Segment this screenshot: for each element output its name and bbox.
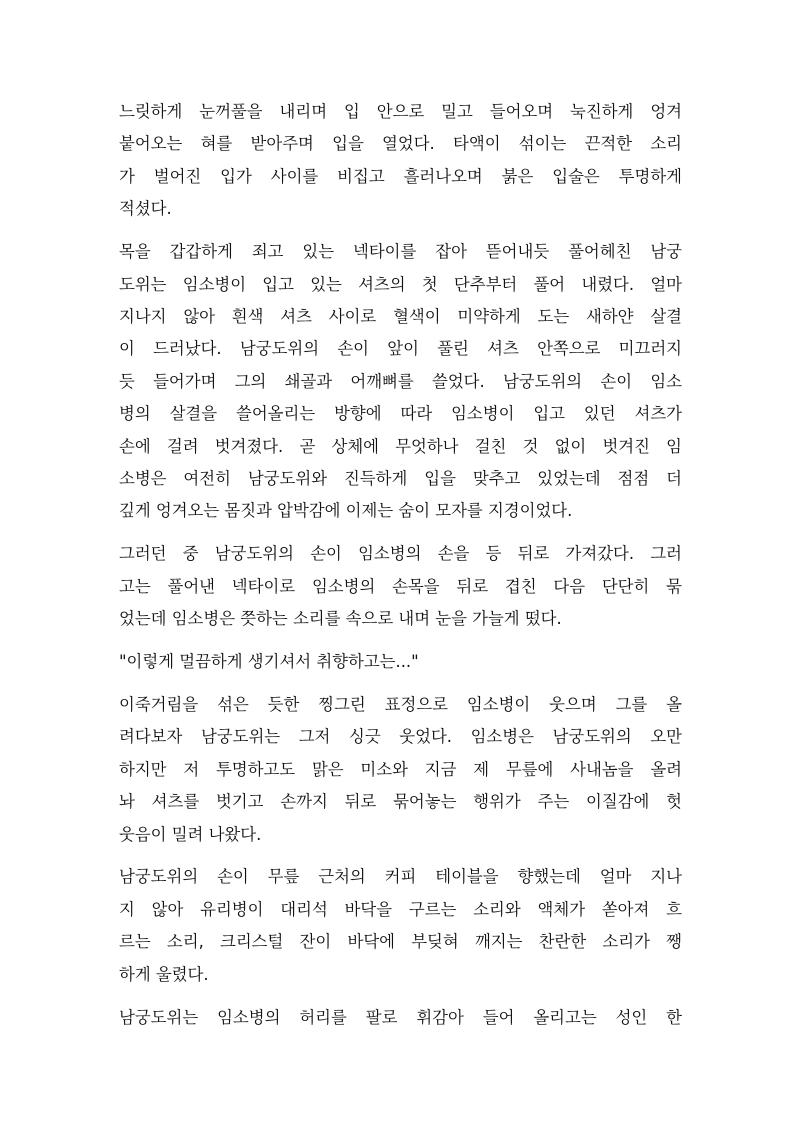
text-line: 르는 소리, 크리스털 잔이 바닥에 부딪혀 깨지는 찬란한 소리가 쨍 <box>119 932 682 952</box>
text-line: 손에 걸려 벗겨졌다. 곧 상체에 무엇하나 걸친 것 없이 벗겨진 임 <box>119 436 682 456</box>
text-line: 가 벌어진 입가 사이를 비집고 흘러나오며 붉은 입술은 투명하게 <box>119 166 682 186</box>
text-line: 목을 갑갑하게 죄고 있는 넥타이를 잡아 뜯어내듯 풀어헤친 남궁 <box>119 242 682 262</box>
text-line: 지 않아 유리병이 대리석 바닥을 구르는 소리와 액체가 쏟아져 흐 <box>119 899 682 919</box>
text-line: 려다보자 남궁도위는 그저 싱긋 웃었다. 임소병은 남궁도위의 오만 <box>119 727 682 747</box>
text-line: 붙어오는 혀를 받아주며 입을 열었다. 타액이 섞이는 끈적한 소리 <box>119 134 682 154</box>
text-line: 도위는 임소병이 입고 있는 셔츠의 첫 단추부터 풀어 내렸다. 얼마 <box>119 274 682 294</box>
paragraph-4-dialogue <box>119 646 682 678</box>
text-line: 웃음이 밀려 나왔다. <box>119 824 262 844</box>
document-body <box>119 96 682 1044</box>
text-line: 소병은 여전히 남궁도위와 진득하게 입을 맞추고 있었는데 점점 더 <box>119 468 682 488</box>
text-line: 남궁도위의 손이 무릎 근처의 커피 테이블을 향했는데 얼마 지나 <box>119 867 682 887</box>
text-line: 하게 울렸다. <box>119 964 209 984</box>
text-line: 이죽거림을 섞은 듯한 찡그린 표정으로 임소병이 웃으며 그를 올 <box>119 694 682 714</box>
paragraph-1 <box>119 96 682 226</box>
text-line: 느릿하게 눈꺼풀을 내리며 입 안으로 밀고 들어오며 눅진하게 엉겨 <box>119 102 682 121</box>
text-line: 적셨다. <box>119 199 172 219</box>
paragraph-5 <box>119 689 682 851</box>
text-line: 병의 살결을 쓸어올리는 방향에 따라 임소병이 입고 있던 셔츠가 <box>119 404 682 424</box>
text-line: "이렇게 멀끔하게 생기셔서 취향하고는..." <box>119 652 419 671</box>
paragraph-3 <box>119 538 682 635</box>
text-line: 듯 들어가며 그의 쇄골과 어깨뼈를 쓸었다. 남궁도위의 손이 임소 <box>119 371 682 391</box>
text-line: 이 드러났다. 남궁도위의 손이 앞이 풀린 셔츠 안쪽으로 미끄러지 <box>119 339 682 359</box>
paragraph-7 <box>119 1002 682 1034</box>
text-line: 남궁도위는 임소병의 허리를 팔로 휘감아 들어 올리고는 성인 한 <box>119 1007 682 1027</box>
text-line: 지나지 않아 흰색 셔츠 사이로 혈색이 미약하게 도는 새하얀 살결 <box>119 306 682 326</box>
text-line: 고는 풀어낸 넥타이로 임소병의 손목을 뒤로 겹친 다음 단단히 묶 <box>119 576 682 596</box>
text-line: 그러던 중 남궁도위의 손이 임소병의 손을 등 뒤로 가져갔다. 그러 <box>119 544 682 564</box>
text-line: 놔 셔츠를 벗기고 손까지 뒤로 묶어놓는 행위가 주는 이질감에 헛 <box>119 792 682 812</box>
text-line: 었는데 임소병은 쯧하는 소리를 속으로 내며 눈을 가늘게 떴다. <box>119 609 562 629</box>
text-line: 하지만 저 투명하고도 맑은 미소와 지금 제 무릎에 사내놈을 올려 <box>119 759 682 779</box>
paragraph-6 <box>119 861 682 991</box>
text-line: 깊게 엉겨오는 몸짓과 압박감에 이제는 숨이 모자를 지경이었다. <box>119 501 573 521</box>
paragraph-2 <box>119 236 682 528</box>
